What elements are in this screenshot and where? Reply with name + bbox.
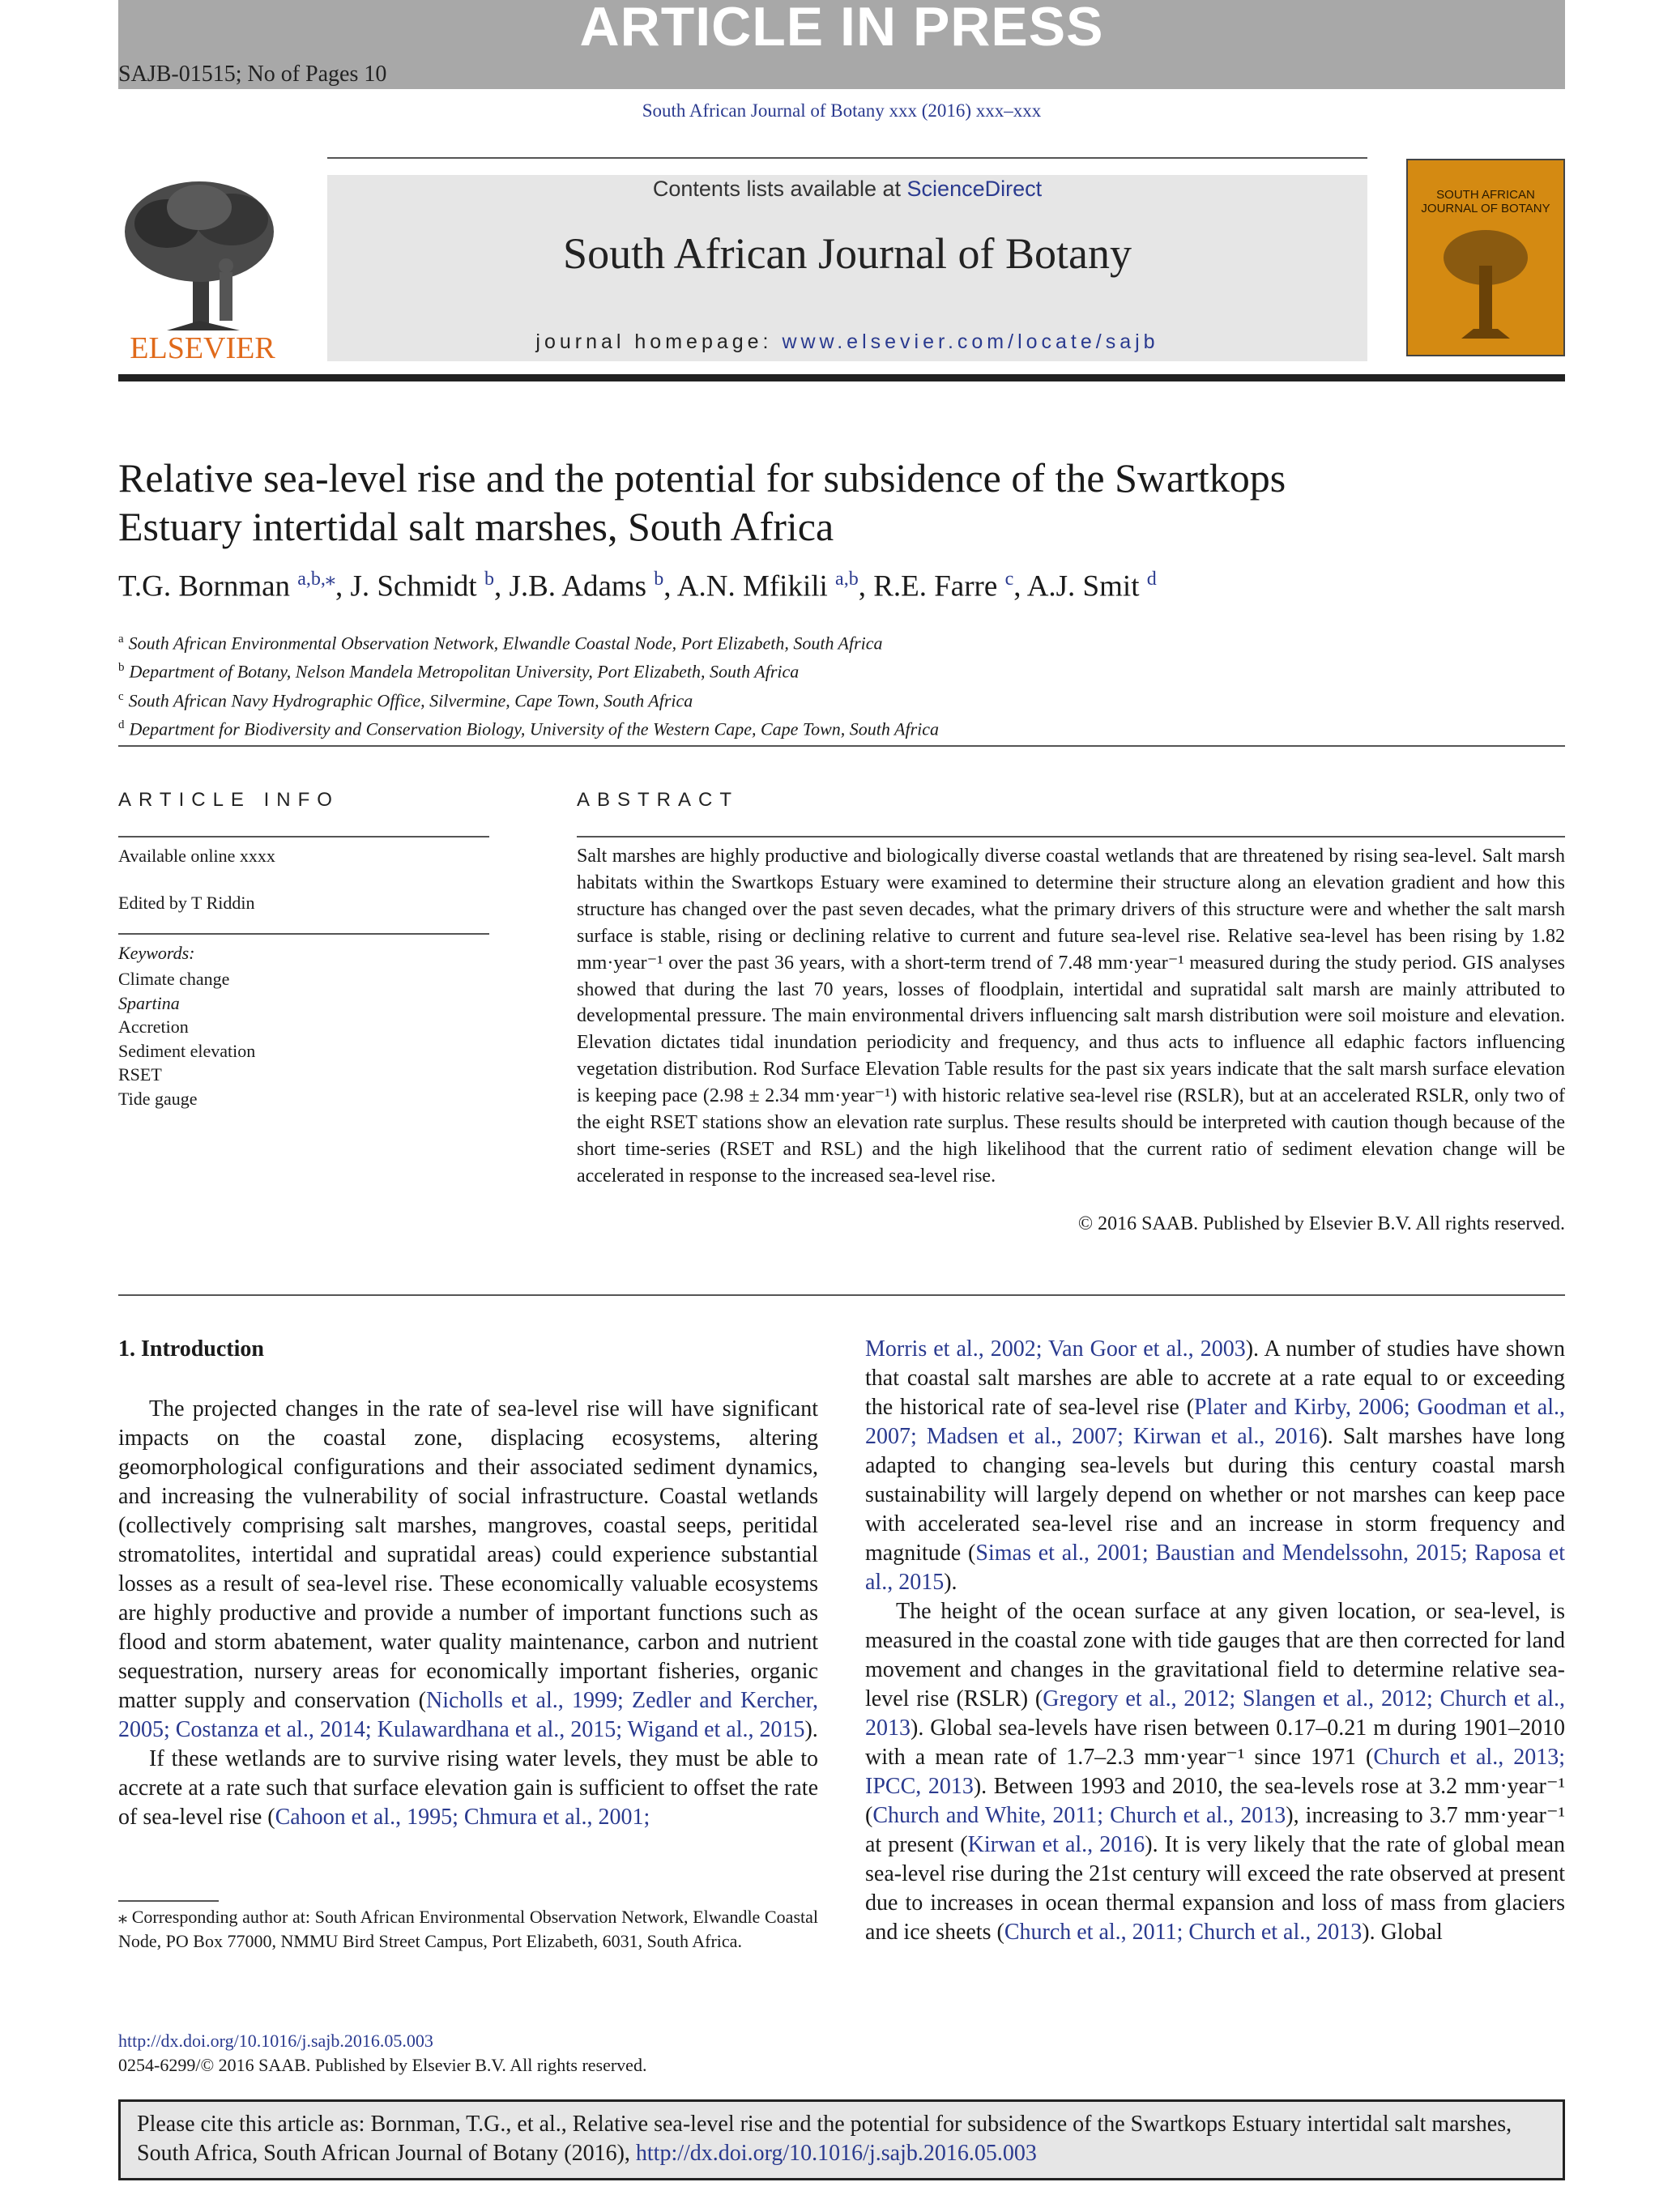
contents-line: Contents lists available at ScienceDirect <box>652 177 1043 201</box>
citation-link[interactable]: Cahoon et al., 1995; Chmura et al., 2001; <box>275 1805 650 1830</box>
author-affil-marker[interactable]: d <box>1146 569 1157 590</box>
citation-link[interactable]: Kirwan et al., 2016 <box>967 1832 1145 1857</box>
author-list: T.G. Bornman $^{a,b,⁎}$, J. Schmidt $^b$, J.B. Adams $^b$, A.N. Mfikili $^{a,b}$, R.E. Farre $^c$, A.J. Smit $^d$ <box>118 569 1157 603</box>
keyword: Tide gauge <box>118 1088 198 1109</box>
citation-box: Please cite this article as: Bornman, T.G., et al., Relative sea-level rise and the potential for subsidence of the Swartkops Estuary intertidal salt marshes, South Africa, South African Journal of Botany (2016), http://dx.doi.org/10.1016/j.sajb.2016.05.003 <box>118 2099 1565 2180</box>
affiliation: $^a$ South African Environmental Observation Network, Elwandle Coastal Node, Port Elizabeth, South Africa <box>118 633 883 654</box>
article-title: Relative sea-level rise and the potential for subsidence of the Swartkops Estuary intertidal salt marshes, South Africa <box>118 455 1286 549</box>
author-affil-marker[interactable]: a,b <box>835 569 859 590</box>
abstract-heading: ABSTRACT <box>577 789 740 811</box>
divider <box>118 1294 1565 1296</box>
abstract-text: Salt marshes are highly productive and biologically diverse coastal wetlands that are threatened by rising sea-level. Salt marsh habitats within the Swartkops Estuary were examined to determine their structure along an elevation gradient and how this structure has changed over the past seven decades, what the primary drivers of this structure were and whether the salt marsh surface is stable, rising or declining relative to current and future sea-level rise. Relative sea-level has been rising by 1.82 mm·year⁻¹ over the past 36 years, with a short-term trend of 7.48 mm·year⁻¹ measured during the study period. GIS analyses showed that during the last 70 years, losses of floodplain, intertidal and supratidal salt marsh are mainly attributed to developmental pressure. The main environmental drivers influencing salt marsh distribution were soil moisture and elevation. Elevation dictates tidal inundation periodicity and frequency, and thus acts to influence all edaphic factors influencing vegetation distribution. Rod Surface Elevation Table results for the past six years indicate that the salt marsh surface elevation is keeping pace (2.98 ± 2.34 mm·year⁻¹) with historic relative sea-level rise (RSLR), but at an accelerated RSLR, only two of the eight RSET stations show an elevation rate surplus. These results should be interpreted with caution though because of the short time-series (RSET and RSL) and the high likelihood that the current ratio of sediment elevation change will be accelerated in response to the increased sea-level rise. <box>577 846 1565 1187</box>
elsevier-logo <box>118 175 287 361</box>
citation-link[interactable]: Nicholls et al., 1999; Zedler and Kercher, 2005; Costanza et al., 2014; Kulawardhana et al., 2015; Wigand et al., 2015 <box>118 1688 818 1742</box>
affiliations <box>118 627 1565 741</box>
keyword: Accretion <box>118 1016 189 1037</box>
author-affil-marker[interactable]: a,b,⁎ <box>297 569 335 590</box>
affiliation: $^c$ South African Navy Hydrographic Office, Silvermine, Cape Town, South Africa <box>118 689 693 710</box>
keywords-list <box>118 967 255 1110</box>
homepage-link[interactable]: www.elsevier.com/locate/sajb <box>782 330 1159 353</box>
article-code: SAJB-01515; No of Pages 10 <box>118 62 387 87</box>
divider <box>118 836 489 837</box>
keyword: RSET <box>118 1064 162 1085</box>
author[interactable]: R.E. Farre <box>873 569 998 603</box>
affiliation: $^b$ Department of Botany, Nelson Mandela Metropolitan University, Port Elizabeth, South Africa <box>118 661 800 682</box>
citation-link[interactable]: Church et al., 2011; Church et al., 2013 <box>1004 1920 1363 1945</box>
edited-by: Edited by T Riddin <box>118 893 255 913</box>
footnote-rule <box>118 1900 219 1902</box>
author-affil-marker[interactable]: c <box>1004 569 1014 590</box>
issn-line: 0254-6299/© 2016 SAAB. Published by Elsevier B.V. All rights reserved. <box>118 2055 647 2075</box>
journal-citation: South African Journal of Botany xxx (2016) xxx–xxx <box>642 100 1042 121</box>
citation-link[interactable]: Church et al., 2013; IPCC, 2013 <box>865 1745 1566 1799</box>
header-bottom-rule <box>118 374 1565 381</box>
paragraph: The projected changes in the rate of sea-level rise will have significant impacts on the coastal zone, displacing ecosystems, altering geomorphological configurations and their associated sediment dynamics, and increasing the vulnerability of social infrastructure. Coastal wetlands (collectively comprising salt marshes, mangroves, coastal seeps, peritidal stromatolites, intertidal and supratidal areas) could experience substantial losses as a result of sea-level rise. These economically valuable ecosystems are highly productive and provide a number of important functions such as flood and storm abatement, water quality maintenance, carbon and nutrient sequestration, nursery areas for economically important fisheries, organic matter supply and conservation (Nicholls et al., 1999; Zedler and Kercher, 2005; Costanza et al., 2014; Kulawardhana et al., 2015; Wigand et al., 2015). <box>118 1396 818 1742</box>
keywords-label: Keywords: <box>118 943 195 963</box>
body-column-left <box>118 1395 818 1832</box>
svg-text:ELSEVIER: ELSEVIER <box>130 331 275 361</box>
paragraph: If these wetlands are to survive rising water levels, they must be able to accrete at a rate such that surface elevation gain is sufficient to offset the rate of sea-level rise (Cahoon et al., 1995; Chmura et al., 2001; <box>118 1746 818 1830</box>
section-heading: 1. Introduction <box>118 1336 264 1362</box>
citation-link[interactable]: Gregory et al., 2012; Slangen et al., 2012; Church et al., 2013 <box>865 1686 1565 1741</box>
citation-link[interactable]: Simas et al., 2001; Baustian and Mendelssohn, 2015; Raposa et al., 2015 <box>865 1541 1565 1595</box>
banner-title: ARTICLE IN PRESS <box>579 0 1104 58</box>
divider <box>118 745 1565 747</box>
cover-tree-icon <box>1437 225 1534 347</box>
corresponding-author-footnote: ⁎ Corresponding author at: South African Environmental Observation Network, Elwandle Coastal Node, PO Box 77000, NMMU Bird Street Campus, Port Elizabeth, 6031, South Africa. <box>118 1907 818 1951</box>
citation-link[interactable]: Plater and Kirby, 2006; Goodman et al., 2007; Madsen et al., 2007; Kirwan et al., 2016 <box>865 1395 1565 1449</box>
doi-link[interactable]: http://dx.doi.org/10.1016/j.sajb.2016.05.003 <box>118 2031 433 2051</box>
elsevier-tree-icon <box>118 175 287 361</box>
citation-link[interactable]: Church and White, 2011; Church et al., 2013 <box>872 1803 1286 1828</box>
author[interactable]: A.J. Smit <box>1026 569 1140 603</box>
paragraph: The height of the ocean surface at any given location, or sea-level, is measured in the coastal zone with tide gauges that are then corrected for land movement and changes in the gravitational field to determine relative sea-level rise (RSLR) (Gregory et al., 2012; Slangen et al., 2012; Church et al., 2013). Global sea-levels have risen between 0.17–0.21 m during 1901–2010 with a mean rate of 1.7–2.3 mm·year⁻¹ since 1971 (Church et al., 2013; IPCC, 2013). Between 1993 and 2010, the sea-levels rose at 3.2 mm·year⁻¹ (Church and White, 2011; Church et al., 2013), increasing to 3.7 mm·year⁻¹ at present (Kirwan et al., 2016). It is very likely that the rate of global mean sea-level rise during the 21st century will exceed the rate observed at present due to increases in ocean thermal expansion and loss of mass from glaciers and ice sheets (Church et al., 2011; Church et al., 2013). Global <box>865 1599 1566 1945</box>
author[interactable]: J.B. Adams <box>509 569 647 603</box>
cover-title: SOUTH AFRICAN JOURNAL OF BOTANY <box>1421 188 1550 215</box>
article-info-heading: ARTICLE INFO <box>118 789 339 811</box>
author-affil-marker[interactable]: b <box>654 569 664 590</box>
author[interactable]: A.N. Mfikili <box>676 569 828 603</box>
author-affil-marker[interactable]: b <box>484 569 494 590</box>
keyword: Sediment elevation <box>118 1040 256 1061</box>
sciencedirect-link[interactable]: ScienceDirect <box>906 177 1043 201</box>
citation-link[interactable]: Morris et al., 2002; Van Goor et al., 2003 <box>865 1336 1246 1362</box>
author[interactable]: T.G. Bornman <box>118 569 291 603</box>
available-online: Available online xxxx <box>118 846 275 866</box>
author[interactable]: J. Schmidt <box>350 569 477 603</box>
affiliation: $^d$ Department for Biodiversity and Conservation Biology, University of the Western Cape, Cape Town, South Africa <box>118 718 940 739</box>
divider <box>118 933 489 935</box>
body-column-right <box>865 1335 1565 1947</box>
journal-cover <box>1406 159 1565 356</box>
homepage-line: journal homepage: www.elsevier.com/locate/sajb <box>535 330 1159 353</box>
paragraph: Morris et al., 2002; Van Goor et al., 2003). A number of studies have shown that coastal salt marshes are able to accrete at a rate equal to or exceeding the historical rate of sea-level rise (Plater and Kirby, 2006; Goodman et al., 2007; Madsen et al., 2007; Kirwan et al., 2016). Salt marshes have long adapted to changing sea-levels but during this century coastal marsh sustainability will largely depend on whether or not marshes can keep pace with accelerated sea-level rise and an increase in storm frequency and magnitude (Simas et al., 2001; Baustian and Mendelssohn, 2015; Raposa et al., 2015). <box>865 1336 1566 1595</box>
keyword: Climate change <box>118 969 230 989</box>
abstract-copyright: © 2016 SAAB. Published by Elsevier B.V. All rights reserved. <box>1077 1213 1565 1234</box>
keyword: Spartina <box>118 992 180 1013</box>
header-top-rule <box>327 157 1367 159</box>
journal-name: South African Journal of Botany <box>563 229 1132 278</box>
cite-doi-link[interactable]: http://dx.doi.org/10.1016/j.sajb.2016.05.003 <box>635 2141 1037 2166</box>
divider <box>577 836 1565 837</box>
